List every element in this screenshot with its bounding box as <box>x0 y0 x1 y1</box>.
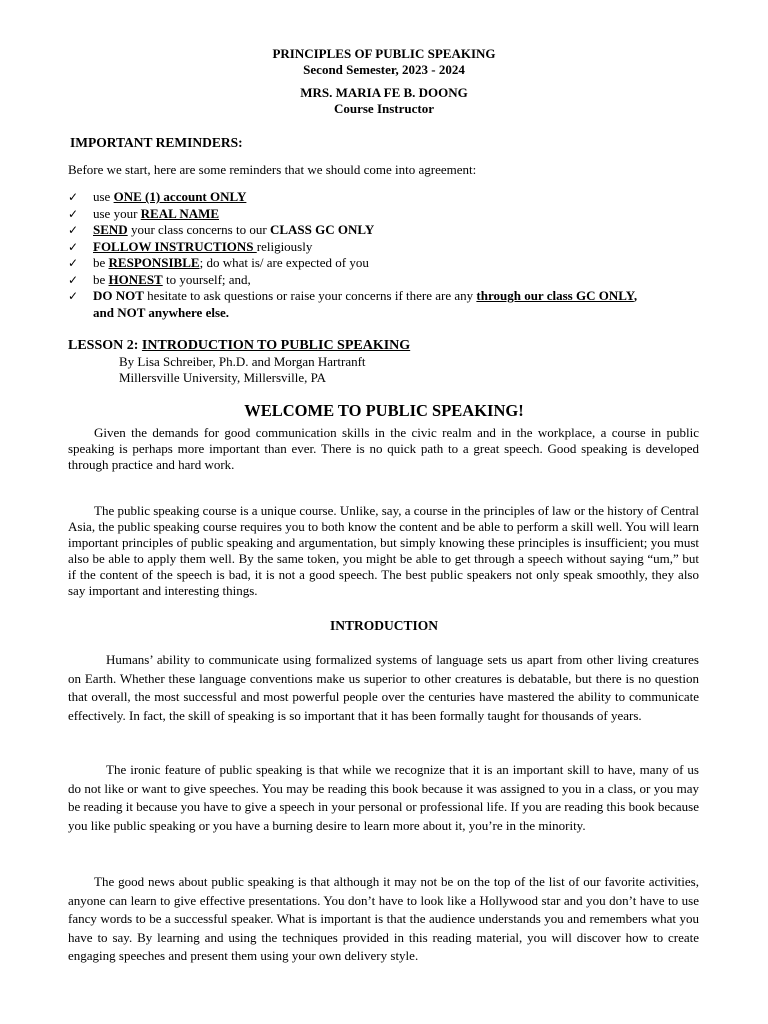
reminders-title: IMPORTANT REMINDERS: <box>70 135 243 150</box>
course-title: PRINCIPLES OF PUBLIC SPEAKING <box>272 46 496 61</box>
checkmark-icon: ✓ <box>68 190 79 204</box>
checkmark-icon: ✓ <box>68 289 79 303</box>
reminder-item: ✓ DO NOT hesitate to ask questions or raise your concerns if there are any through our class GC ONLY, and NOT anywhere else. <box>68 288 638 320</box>
instructor-name: MRS. MARIA FE B. DOONG <box>300 85 468 100</box>
welcome-paragraph-1: Given the demands for good communication skills in the civic realm and in the workplace, a course in public speaking is perhaps more important than ever. There is no quick path to a great speech. Good speaking is developed through practice and hard work. <box>68 425 699 472</box>
checkmark-icon: ✓ <box>68 272 79 287</box>
reminder-item: ✓ use your REAL NAME <box>68 205 220 221</box>
semester: Second Semester, 2023 - 2024 <box>303 62 465 77</box>
reminders-list <box>68 189 708 321</box>
introduction-heading: INTRODUCTION <box>329 618 438 633</box>
checkmark-icon: ✓ <box>68 206 79 221</box>
reminder-item: ✓ be RESPONSIBLE; do what is/ are expected of you <box>68 255 369 270</box>
reminder-item: ✓ SEND your class concerns to our CLASS GC ONLY <box>68 222 375 237</box>
lesson-authors: By Lisa Schreiber, Ph.D. and Morgan Hartranft <box>119 354 366 369</box>
introduction-paragraph-3: The good news about public speaking is that although it may not be on the top of the list of our favorite activities, anyone can learn to give effective presentations. You don’t have to look like a Hollywood star and you don’t have to use fancy words to be a successful speaker. What is important is that the audience understands you and remembers what you have to say. By learning and using the techniques provided in this reading material, you will discover how to create engaging speeches and present them using your own delivery style. <box>68 874 699 963</box>
checkmark-icon: ✓ <box>68 223 79 237</box>
introduction-paragraph-2: The ironic feature of public speaking is that while we recognize that it is an important skill to have, many of us do not like or want to give speeches. You may be reading this book because it was assigned to you in a class, or you may be reading it because you have to give a speech in your personal or professional life. If you are reading this book because you like public speaking or you have a burning desire to learn more about it, you’re in the minority. <box>68 762 699 833</box>
reminders-intro: Before we start, here are some reminders that we should come into agreement: <box>68 162 477 177</box>
checkmark-icon: ✓ <box>68 239 79 254</box>
reminder-item: ✓ FOLLOW INSTRUCTIONS religiously <box>68 238 313 254</box>
document-header <box>0 46 768 117</box>
lesson-title: LESSON 2: INTRODUCTION TO PUBLIC SPEAKING <box>68 338 411 353</box>
lesson-affiliation: Millersville University, Millersville, PA <box>119 370 327 385</box>
instructor-role: Course Instructor <box>333 101 434 116</box>
reminder-item: ✓ be HONEST to yourself; and, <box>68 271 251 287</box>
welcome-paragraph-2: The public speaking course is a unique course. Unlike, say, a course in the principles of law or the history of Central Asia, the public speaking course requires you to both know the content and be able to perform a skill well. You will learn important principles of public speaking and argumentation, but simply knowing these principles is insufficient; you must also be able to apply them well. By the same token, you might be able to get through a speech without saying “um,” but if the content of the speech is bad, it is not a good speech. The best public speakers not only speak smoothly, they also say important and interesting things. <box>68 503 699 598</box>
introduction-paragraph-1: Humans’ ability to communicate using formalized systems of language sets us apart from other living creatures on Earth. Whether these language conventions make us superior to other creatures is debatable, but there is no question that overall, the most successful and most powerful people over the centuries have mastered the ability to communicate effectively. In fact, the skill of speaking is so important that it has been formally taught for thousands of years. <box>68 652 699 723</box>
lesson-block <box>68 337 410 386</box>
checkmark-icon: ✓ <box>68 256 79 270</box>
welcome-heading: WELCOME TO PUBLIC SPEAKING! <box>244 401 524 420</box>
reminder-item: ✓ use ONE (1) account ONLY <box>68 189 247 204</box>
